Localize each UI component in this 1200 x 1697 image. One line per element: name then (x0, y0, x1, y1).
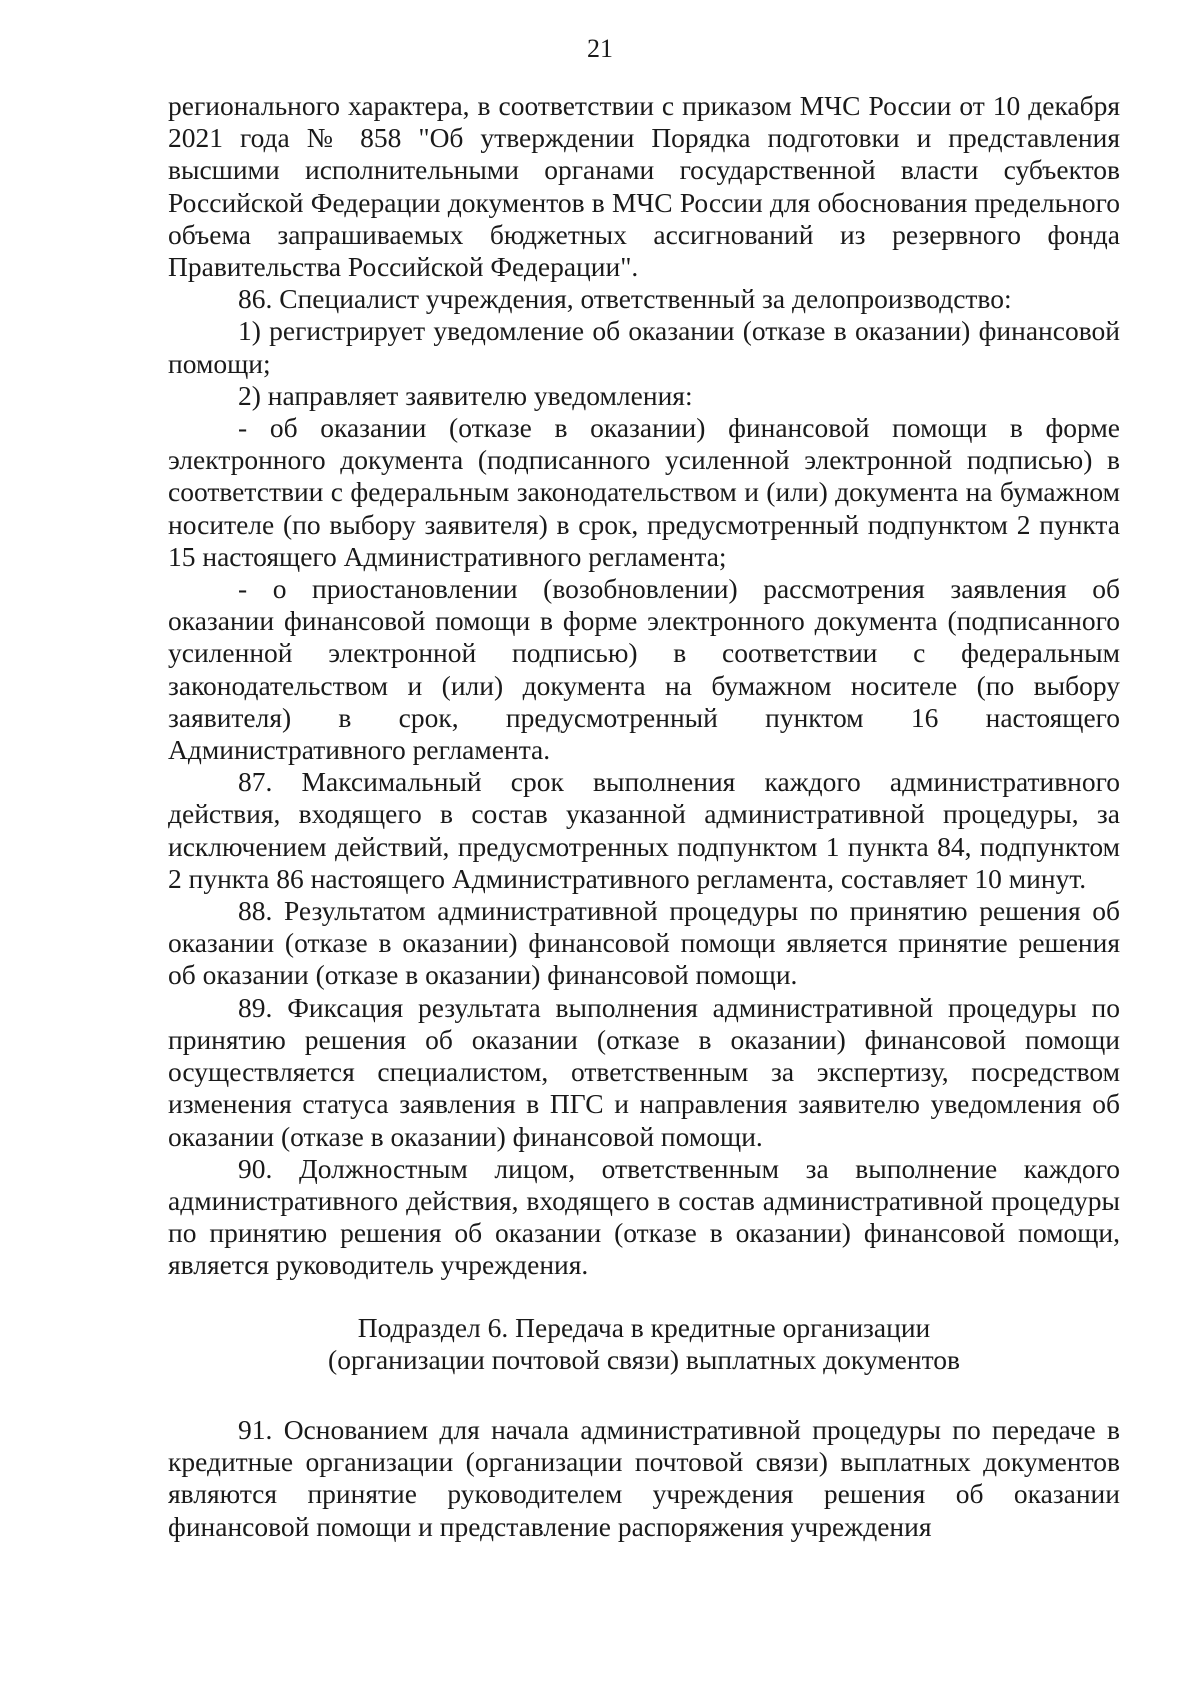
spacer (168, 1282, 1120, 1312)
paragraph-89: 89. Фиксация результата выполнения административной процедуры по принятию решения об оказании (отказе в оказании) финансовой помощи осуществляется специалистом, ответственным за экспертизу, посредством изменения статуса заявления в ПГС и направления заявителю уведомления об оказании (отказе в оказании) финансовой помощи. (168, 991, 1120, 1152)
paragraph-86: 86. Специалист учреждения, ответственный за делопроизводство: (238, 283, 1012, 315)
paragraph-continuation: регионального характера, в соответствии с приказом МЧС России от 10 декабря 2021 года № 858 "Об утверждении Порядка подготовки и представления высшими исполнительными органами государственной власти субъектов Российской Федерации документов в МЧС России для обоснования предельного объема запрашиваемых бюджетных ассигнований из резервного фонда Правительства Российской Федерации". (168, 90, 1120, 283)
subsection-title-line-2: (организации почтовой связи) выплатных документов (328, 1343, 960, 1375)
paragraph-88: 88. Результатом административной процедуры по принятию решения об оказании (отказе в оказании) финансовой помощи является принятие решения об оказании (отказе в оказании) финансовой помощи. (168, 895, 1120, 991)
paragraph-86-item-2-dash-2: - о приостановлении (возобновлении) рассмотрения заявления об оказании финансовой помощи в форме электронного документа (подписанного усиленной электронной подписью) в соответствии с федеральным законодательством и (или) документа на бумажном носителе (по выбору заявителя) в срок, предусмотренный пунктом 16 настоящего Административного регламента. (168, 573, 1120, 766)
paragraph-87: 87. Максимальный срок выполнения каждого административного действия, входящего в состав указанной административной процедуры, за исключением действий, предусмотренных подпунктом 1 пункта 84, подпунктом 2 пункта 86 настоящего Административного регламента, составляет 10 минут. (168, 766, 1120, 894)
paragraph-91: 91. Основанием для начала административной процедуры по передаче в кредитные организации (организации почтовой связи) выплатных документов являются принятие руководителем учреждения решения об оказании финансовой помощи и представление распоряжения учреждения (168, 1413, 1120, 1542)
subsection-title-line-1: Подраздел 6. Передача в кредитные организации (357, 1311, 931, 1343)
spacer (168, 1376, 1120, 1414)
document-body (168, 90, 1120, 1543)
paragraph-90: 90. Должностным лицом, ответственным за выполнение каждого административного действия, входящего в состав административной процедуры по принятию решения об оказании (отказе в оказании) финансовой помощи, является руководитель учреждения. (168, 1152, 1120, 1281)
page-number: 21 (587, 34, 613, 63)
paragraph-86-item-2-dash-1: - об оказании (отказе в оказании) финансовой помощи в форме электронного документа (подписанного усиленной электронной подписью) в соответствии с федеральным законодательством и (или) документа на бумажном носителе (по выбору заявителя) в срок, предусмотренный подпунктом 2 пункта 15 настоящего Административного регламента; (168, 412, 1120, 572)
paragraph-86-item-1: 1) регистрирует уведомление об оказании (отказе в оказании) финансовой помощи; (168, 315, 1120, 379)
paragraph-86-item-2: 2) направляет заявителю уведомления: (238, 379, 693, 411)
